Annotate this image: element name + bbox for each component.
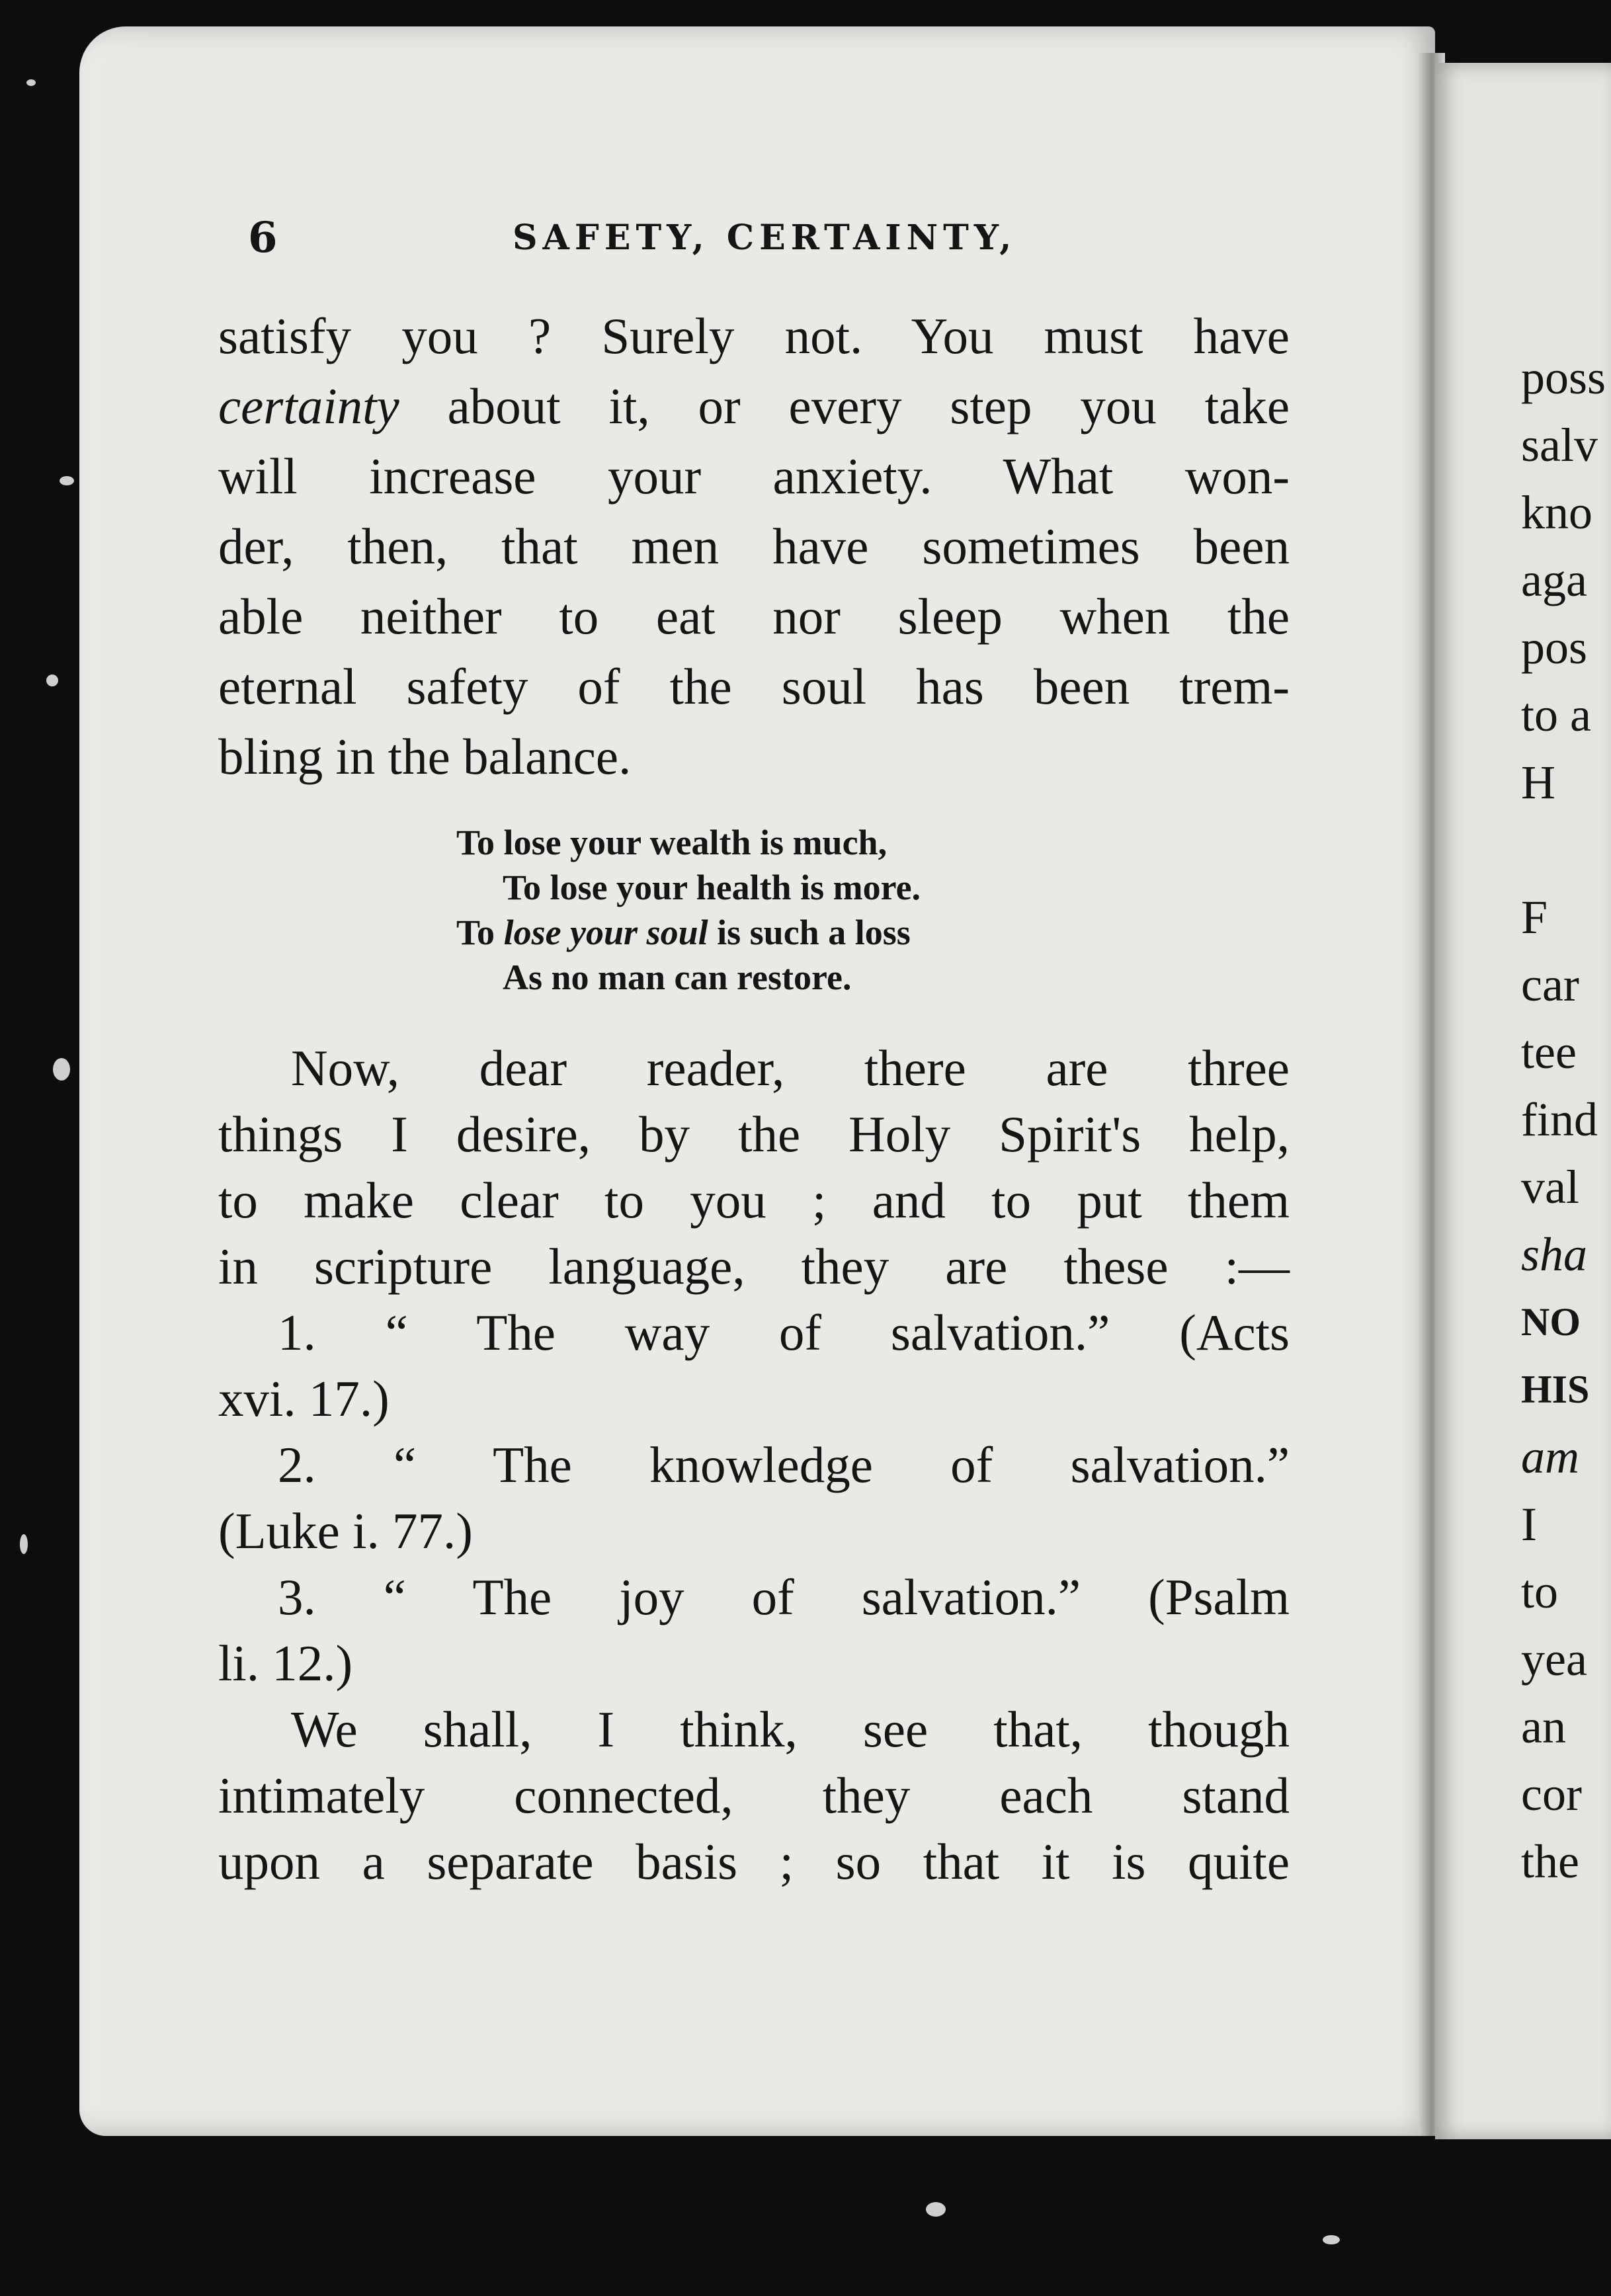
fragment: NO [1521,1300,1581,1344]
dust-speck [46,675,58,686]
fragment: an [1521,1700,1566,1753]
text-line [218,371,1290,441]
fragment: H [1521,756,1555,809]
text-line: der, then, that men have sometimes been [218,518,1290,575]
text-line: to make clear to you ; and to put them [218,1172,1290,1229]
fragment: yea [1521,1633,1587,1686]
running-title: SAFETY, CERTAINTY, [513,218,1017,258]
fragment: find [1521,1093,1598,1146]
list-item: 3. “ The joy of salvation.” (Psalm [278,1569,1290,1625]
verse-line: To lose your health is more. [503,868,921,907]
fragment: val [1521,1161,1579,1213]
text-line-rest: about it, or every step you take [447,378,1290,434]
dust-speck [53,1058,70,1081]
text-line: li. 12.) [218,1635,353,1692]
fragment: cor [1521,1768,1582,1821]
text-line: eternal safety of the soul has been trem- [218,658,1290,715]
text-line: satisfy you ? Surely not. You must have [218,308,1290,364]
fragment: I [1521,1498,1537,1551]
text-line: able neither to eat nor sleep when the [218,588,1290,645]
fragment: kno [1521,486,1592,539]
fragment: the [1521,1835,1579,1888]
dust-speck [26,79,36,86]
verse-block [436,820,1098,1000]
fragment: car [1521,958,1579,1011]
fragment [1521,816,1611,883]
fragment: aga [1521,554,1587,606]
verse-italic: lose your soul [503,913,708,952]
text-line: upon a separate basis ; so that it is quite [218,1833,1290,1890]
italic-word: certainty [218,378,399,434]
dust-speck [20,1534,28,1554]
fragment: to [1521,1565,1559,1618]
running-head [248,212,1306,265]
dust-speck [1323,2235,1340,2244]
fragment: tee [1521,1026,1577,1079]
fragment: poss [1521,351,1606,404]
fragment: F [1521,891,1548,944]
text-line: bling in the balance. [218,728,632,785]
dust-speck [60,476,74,485]
text-line: (Luke i. 77.) [218,1502,473,1559]
fragment: to a [1521,688,1591,741]
text-line: intimately connected, they each stand [218,1767,1290,1824]
text-line: Now, dear reader, there are three [291,1040,1290,1096]
fragment: am [1521,1430,1579,1483]
fragment: pos [1521,621,1588,674]
fragment: HIS [1521,1368,1590,1411]
verse-prefix: To [456,913,495,952]
page-number: 6 [248,213,278,263]
text-line: xvi. 17.) [218,1370,390,1427]
verse-suffix: is such a loss [717,913,911,952]
text-line: in scripture language, they are these :— [218,1238,1290,1295]
verse-line: As no man can restore. [503,958,852,997]
text-line: will increase your anxiety. What won- [218,448,1290,505]
paragraph-2 [218,1035,1290,1895]
verse-line: To lose your wealth is much, [456,823,888,862]
paragraph-1 [218,301,1290,792]
text-line: things I desire, by the Holy Spirit's help, [218,1106,1290,1163]
verse-line [436,910,1098,955]
list-item: 1. “ The way of salvation.” (Acts [278,1304,1290,1361]
fragment: salv [1521,419,1598,472]
dust-speck [926,2202,946,2217]
right-page-text [1521,344,1611,1895]
text-line: We shall, I think, see that, though [291,1701,1290,1758]
fragment: sha [1521,1228,1588,1281]
list-item: 2. “ The knowledge of salvation.” [278,1436,1290,1493]
